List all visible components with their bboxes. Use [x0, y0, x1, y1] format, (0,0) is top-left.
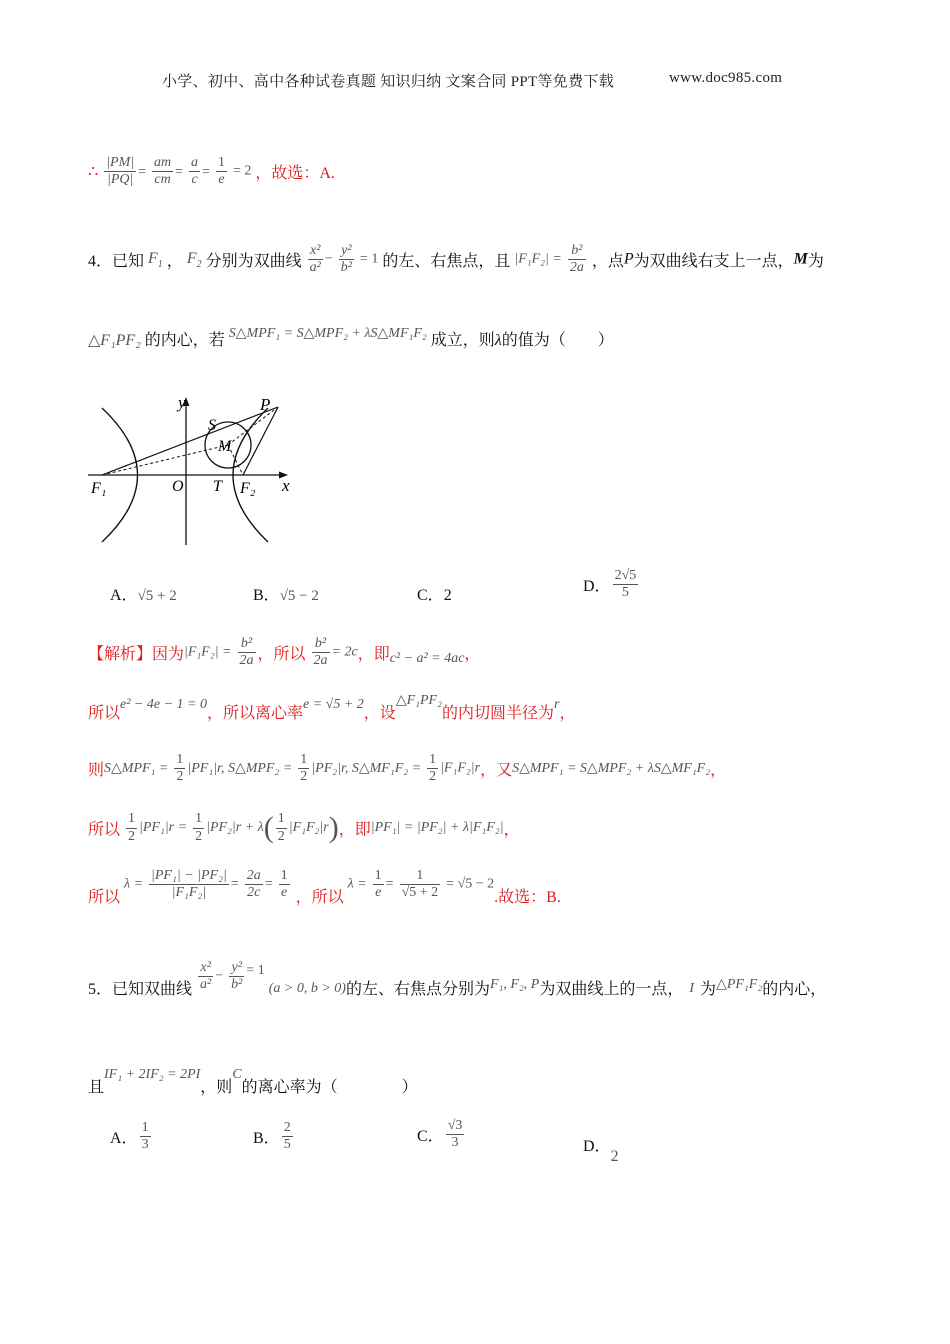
q4-f1: $F_1$ — [148, 249, 163, 270]
q4-option-d[interactable]: D． $\frac{2√5}{5}$ — [583, 568, 637, 601]
solution-line4: 所以 $\frac{1}{2}$ |PF₁|r = $\frac{1}{2}$ |PF₂|r + λ( $\frac{1}{2}$ |F₁F₂|r)，即|PF₁| = |PF₂| + λ|F₁F₂|， — [88, 811, 520, 844]
label-T: T — [213, 478, 222, 495]
q4-hyp-y: $\frac{\text{y²}}{\text{b²}}$ — [340, 243, 352, 276]
label-F2: F₂ — [240, 480, 256, 497]
q4-text-g: 成立，则 — [430, 332, 495, 349]
q4-sep: ， — [166, 253, 183, 271]
q4-line1: 4．已知 $F_1$ ， $F_2$ 分别为双曲线 $\frac{\text{x²}}{\text{a²}}$ − $\frac{\text{y²}}{\text{b²}}$ = 1 的左、右焦点，且 |F₁F₂| = $\frac{\text{b²}}{2a}$ ，点P为双曲线右支上一点，M为 — [88, 243, 824, 276]
label-S: S — [208, 417, 216, 434]
q5-option-a[interactable]: A． $\frac{1}{3}$ — [110, 1120, 149, 1153]
q4-M: M — [793, 250, 808, 268]
q4-text-h: 的值为（ ） — [501, 332, 614, 349]
q4-option-b[interactable]: B．√5 − 2 — [253, 587, 319, 604]
fraction-1-e: $\frac{1}{e}$ — [217, 155, 225, 188]
q5-option-c[interactable]: C． $\frac{√3}{3}$ — [417, 1118, 463, 1151]
solution-line2: 所以e² − 4e − 1 = 0，所以离心率e = √5 + 2，设△F₁PF₂的内切圆半径为r， — [88, 693, 576, 722]
prev-answer: ∴ $\frac{|PM|}{|PQ|}$ = $\frac{am}{cm}$ = $\frac{a}{c}$ = $\frac{1}{e}$ = 2 ，故选：A. — [88, 155, 335, 188]
q5-option-d[interactable]: D．2 — [583, 1138, 619, 1165]
label-x: x — [282, 476, 290, 495]
label-y: y — [178, 393, 186, 412]
label-F1: F₁ — [91, 480, 107, 497]
label-M: M — [218, 438, 232, 455]
q4-text-f: 的内心，若 — [144, 332, 225, 349]
q4-cond: S△MPF₁ = S△MPF₂ + λS△MF₁F₂ — [228, 326, 427, 341]
q4-text-d: 为双曲线右支上一点， — [633, 253, 794, 271]
q4-b2-2a: $\frac{\text{b²}}{2a}$ — [569, 243, 584, 276]
q4-f2: $F_2$ — [186, 249, 202, 270]
therefore-symbol: ∴ — [88, 163, 99, 181]
q4-text-b: 的左、右焦点，且 — [382, 253, 511, 271]
fraction-am-cm: $\frac{am}{cm}$ — [154, 155, 172, 188]
solution-line1: 【解析】因为|F₁F₂| = $\frac{\text{b²}}{2a}$ ，所以 $\frac{\text{b²}}{2a}$ = 2c，即c² − a² = 4ac， — [88, 636, 481, 669]
q5-line1: 5．已知双曲线 $\frac{\text{x²}}{\text{a²}}$ − $\frac{\text{y²}}{\text{b²}}$ = 1 (a > 0, b > 0)的左、右焦点分别为F₁, F₂, P为双曲线上的一点， I 为△PF₁F₂的内心， — [88, 960, 827, 999]
q4-P: P — [623, 250, 634, 268]
q4-text-e: 为 — [807, 253, 824, 271]
q4-option-c[interactable]: C．2 — [417, 587, 452, 604]
prev-result: = 2 — [232, 163, 252, 179]
q4-number: 4．已知 — [88, 253, 145, 271]
q5-option-b[interactable]: B． $\frac{2}{5}$ — [253, 1120, 291, 1153]
label-O: O — [172, 478, 184, 495]
q4-text-a: 分别为双曲线 — [205, 253, 302, 271]
prev-ending: ，故选：A. — [255, 165, 335, 183]
q4-tri: △F₁PF₂ — [88, 332, 141, 349]
dash-f1-m — [102, 445, 228, 475]
label-P: P — [260, 395, 271, 414]
line-f2-p — [243, 407, 278, 475]
q4-text-c: ，点 — [591, 253, 624, 271]
q4-lambda: λ — [494, 332, 502, 349]
solution-line3: 则S△MPF₁ = $\frac{1}{2}$ |PF₁|r, S△MPF₂ = $\frac{1}{2}$ |PF₂|r, S△MF₁F₂ = $\frac{1}{2}$ |F₁F₂|r，又S△MPF₁ = S△MPF₂ + λS△MF₁F₂， — [88, 752, 727, 785]
q5-line2: 且IF₁ + 2IF₂ = 2PI，则C的离心率为（ ） — [88, 1067, 418, 1096]
solution-line5: 所以 λ = $\frac{\text{|PF₁| − |PF₂|}}{\text{|F₁F₂|}}$ = $\frac{2a}{2c}$ = $\frac{1}{e}$ ，所以 λ = $\frac{1}{e}$ = $\frac{1}{√5 + 2}$ = √5 − 2.故选：B. — [88, 868, 561, 907]
dash-m-p — [228, 407, 278, 445]
header-url: www.doc985.com — [669, 70, 783, 86]
header-site-text: 小学、初中、高中各种试卷真题 知识归纳 文案合同 PPT等免费下载 — [162, 74, 614, 90]
q4-eq-one: = 1 — [359, 251, 379, 267]
fraction-pm-pq: $\frac{|PM|}{|PQ|}$ — [106, 155, 135, 188]
q4-option-a[interactable]: A．√5 + 2 — [110, 587, 177, 604]
q4-hyp-x: $\frac{\text{x²}}{\text{a²}}$ — [309, 243, 321, 276]
q4-f1f2: |F₁F₂| = — [514, 251, 562, 267]
q4-line2 — [88, 327, 614, 350]
fraction-a-c: $\frac{a}{c}$ — [191, 155, 199, 188]
hyperbola-figure — [88, 390, 303, 550]
